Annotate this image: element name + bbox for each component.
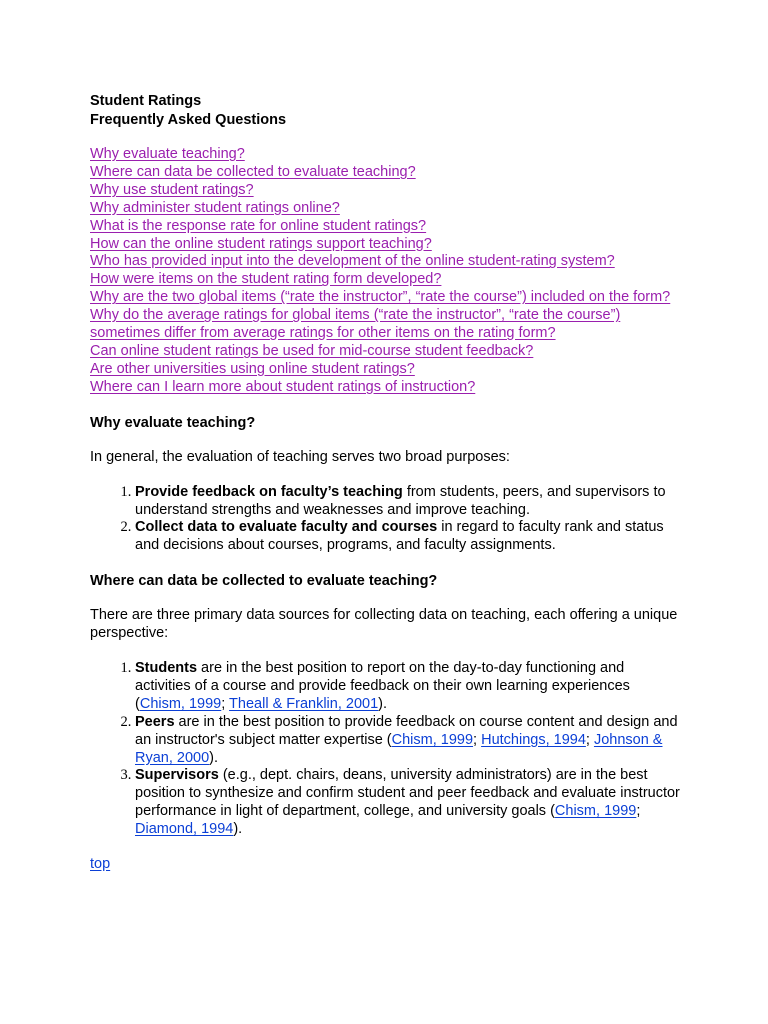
- list-item-text: (e.g., dept. chairs, deans, university administrators) are in the best position to synthesize and confirm student and peer feedback and evaluate instructor performance in light of department, college, and university goals (: [135, 767, 680, 820]
- section-intro: There are three primary data sources for collecting data on teaching, each offering a unique perspective:: [90, 607, 678, 642]
- top-link[interactable]: top: [90, 856, 111, 873]
- list-item-close: ).: [233, 821, 243, 838]
- toc-link-average-ratings[interactable]: Why do the average ratings for global items (“rate the instructor”, “rate the course”) sometimes differ from average ratings for other items on the rating form?: [90, 307, 621, 342]
- purposes-list: [90, 484, 680, 556]
- toc-link-who-input[interactable]: Who has provided input into the development of the online student-rating system?: [90, 253, 615, 270]
- list-item: [135, 484, 680, 520]
- data-sources-list: [90, 660, 680, 839]
- document-title: Student Ratings: [90, 93, 202, 109]
- list-item-bold: Peers: [135, 713, 175, 730]
- toc-link-learn-more[interactable]: Where can I learn more about student ratings of instruction?: [90, 378, 476, 395]
- table-of-contents: [90, 146, 680, 397]
- citation-link[interactable]: Hutchings, 1994: [481, 731, 586, 748]
- list-item-bold: Supervisors: [135, 767, 219, 784]
- toc-link-mid-course[interactable]: Can online student ratings be used for mid-course student feedback?: [90, 342, 534, 359]
- section-heading-why-evaluate: Why evaluate teaching?: [90, 414, 256, 431]
- list-item-text: from students, peers, and supervisors to understand strengths and weaknesses and improve teaching.: [135, 483, 666, 518]
- list-item-text: are in the best position to report on the day-to-day functioning and activities of a course and provide feedback on their own learning experiences (: [135, 660, 630, 712]
- list-item-text: in regard to faculty rank and status and decisions about courses, programs, and faculty assignments.: [135, 519, 664, 554]
- section-heading-where-data: Where can data be collected to evaluate teaching?: [90, 573, 438, 590]
- list-item-bold: Students: [135, 660, 198, 677]
- list-item: 3. Supervisors (e.g., dept. chairs, deans, university administrators) are in the best position to synthesize and confirm student and peer feedback and evaluate instructor performance in light of department, college, and university goals (Chism, 1999; Diamond, 1994).: [135, 767, 680, 839]
- toc-link-global-items[interactable]: Why are the two global items (“rate the instructor”, “rate the course”) included on the form?: [90, 289, 671, 306]
- document-page: [90, 92, 680, 874]
- citation-link[interactable]: Johnson & Ryan, 2000: [135, 731, 663, 766]
- toc-link-items-developed[interactable]: How were items on the student rating form developed?: [90, 271, 442, 288]
- citation-link[interactable]: Chism, 1999: [554, 803, 637, 820]
- list-item-close: ).: [378, 695, 388, 712]
- toc-link-other-universities[interactable]: Are other universities using online student ratings?: [90, 360, 415, 377]
- toc-link-support-teaching[interactable]: How can the online student ratings support teaching?: [90, 235, 432, 252]
- citation-link[interactable]: Theall & Franklin, 2001: [229, 695, 379, 712]
- citation-link[interactable]: Diamond, 1994: [135, 821, 234, 838]
- list-item: 2. Peers are in the best position to provide feedback on course content and design and an instructor's subject matter expertise (Chism, 1999; Hutchings, 1994; Johnson & Ryan, 2000).: [135, 714, 680, 768]
- toc-link-why-evaluate[interactable]: Why evaluate teaching?: [90, 146, 245, 162]
- list-item: 1. Students are in the best position to report on the day-to-day functioning and activities of a course and provide feedback on their own learning experiences (Chism, 1999; Theall & Franklin, 2001).: [135, 660, 680, 714]
- document-subtitle: Frequently Asked Questions: [90, 111, 287, 128]
- list-item-bold: Provide feedback on faculty’s teaching: [135, 483, 403, 500]
- citation-link[interactable]: Chism, 1999: [391, 731, 474, 748]
- toc-link-where-data[interactable]: Where can data be collected to evaluate teaching?: [90, 163, 416, 180]
- list-item-close: ).: [209, 749, 219, 766]
- toc-link-why-online[interactable]: Why administer student ratings online?: [90, 199, 340, 216]
- toc-link-why-student-ratings[interactable]: Why use student ratings?: [90, 181, 254, 198]
- citation-link[interactable]: Chism, 1999: [139, 695, 222, 712]
- toc-link-response-rate[interactable]: What is the response rate for online student ratings?: [90, 217, 427, 234]
- list-item-text: are in the best position to provide feedback on course content and design and an instructor's subject matter expertise (: [135, 713, 678, 748]
- list-item-bold: Collect data to evaluate faculty and courses: [135, 519, 438, 536]
- section-intro: In general, the evaluation of teaching serves two broad purposes:: [90, 448, 510, 465]
- top-link-container: [90, 856, 680, 874]
- list-item: [135, 519, 680, 555]
